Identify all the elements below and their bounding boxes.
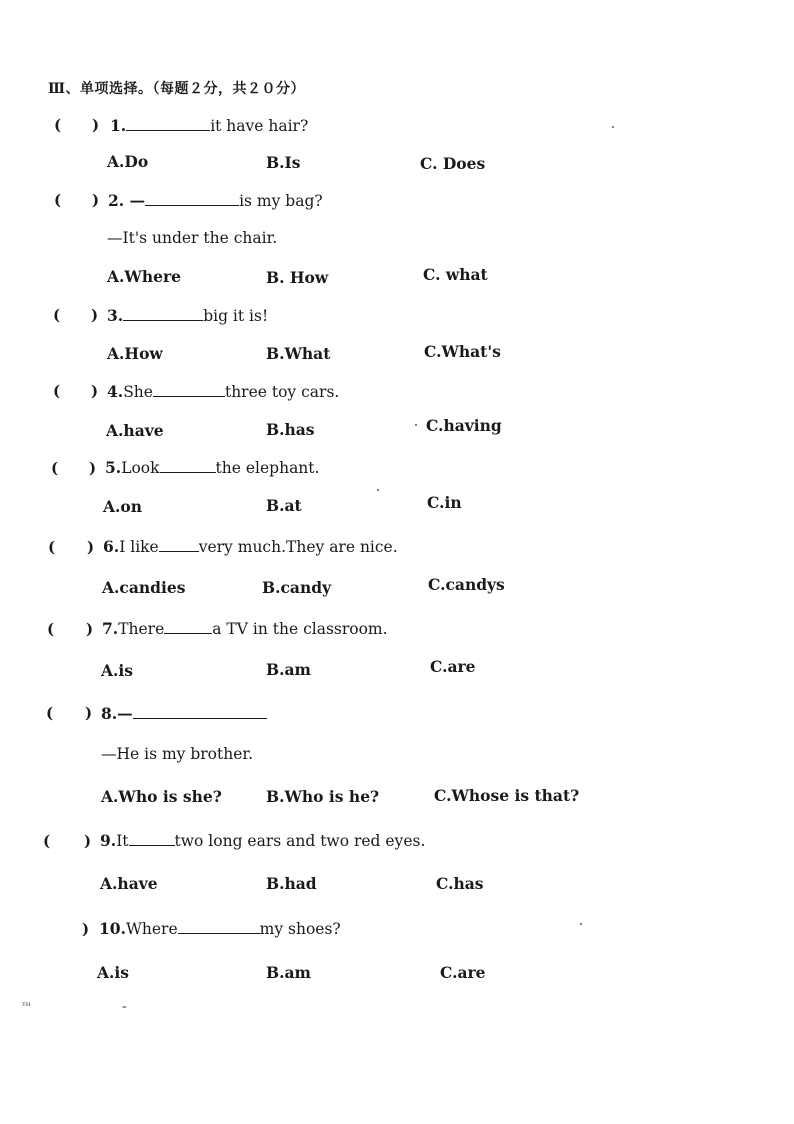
question-stem <box>100 831 425 850</box>
option-a: A.Do <box>107 152 149 171</box>
answer-paren-close: ) <box>91 382 99 400</box>
question-stem <box>99 919 341 938</box>
option-b: B.candy <box>262 578 332 597</box>
question-stem <box>107 382 339 401</box>
option-c: C.in <box>427 493 462 512</box>
answer-blank <box>123 306 203 321</box>
option-c: C. Does <box>420 154 486 173</box>
stem-pre: I like <box>119 538 159 556</box>
answer-paren-close: ) <box>84 832 92 850</box>
answer-paren-open: ( <box>47 620 55 638</box>
stem-post: it have hair? <box>210 117 309 135</box>
question-stem <box>105 458 319 477</box>
scan-speck <box>612 126 614 128</box>
answer-blank <box>164 619 212 634</box>
answer-blank <box>126 116 210 131</box>
answer-blank <box>160 458 216 473</box>
option-c: C. what <box>423 265 488 284</box>
option-a: A.have <box>100 874 158 893</box>
option-a: A.have <box>106 421 164 440</box>
answer-paren-close: ) <box>87 538 95 556</box>
scan-speck <box>580 923 582 925</box>
stem-post: two long ears and two red eyes. <box>174 832 426 850</box>
option-c: C.Whose is that? <box>434 786 580 805</box>
option-b: B.Is <box>266 153 301 172</box>
question-stem <box>108 191 323 210</box>
question-stem <box>110 116 308 135</box>
option-c: C.having <box>426 416 502 435</box>
answer-paren-open: ( <box>51 459 59 477</box>
question-number: 6. <box>103 537 120 556</box>
scan-speck <box>415 424 417 426</box>
option-c: C.candys <box>428 575 505 594</box>
stem-post: the elephant. <box>215 459 320 477</box>
stem-pre: There <box>118 620 165 638</box>
stem-pre: She <box>123 383 153 401</box>
question-number: 9. <box>100 831 117 850</box>
scan-mark: ᵀᴴ <box>22 1002 31 1012</box>
answer-paren-open: ( <box>46 704 54 722</box>
stem-post: my shoes? <box>259 920 341 938</box>
answer-blank <box>133 704 267 719</box>
answer-paren-open: ( <box>48 538 56 556</box>
answer-paren-close: ) <box>91 306 99 324</box>
question-number: 7. <box>102 619 119 638</box>
option-a: A.candies <box>102 578 186 597</box>
answer-paren-open: ( <box>54 191 62 209</box>
question-stem <box>102 619 388 638</box>
stem-pre: Where <box>125 920 178 938</box>
answer-paren-open: ( <box>43 832 51 850</box>
option-b: B.at <box>266 496 302 515</box>
question-number: 8.— <box>101 704 133 723</box>
answer-blank <box>153 382 225 397</box>
question-number: 10. <box>99 919 126 938</box>
dialog-response: —It's under the chair. <box>107 229 278 247</box>
answer-blank <box>129 831 175 846</box>
answer-blank <box>178 919 260 934</box>
option-b: B.had <box>266 874 317 893</box>
stem-pre: Look <box>121 459 160 477</box>
answer-paren-close: ) <box>92 116 100 134</box>
question-number: 4. <box>107 382 124 401</box>
question-stem <box>103 537 398 556</box>
section-title: Ⅲ、单项选择。（每题２分，共２０分） <box>48 81 306 97</box>
answer-paren-close: ) <box>92 191 100 209</box>
stem-post: a TV in the classroom. <box>212 620 388 638</box>
scan-speck <box>377 489 379 491</box>
option-b: B.Who is he? <box>266 787 380 806</box>
answer-paren-close: ) <box>89 459 97 477</box>
option-c: C.has <box>436 874 484 893</box>
option-c: C.What's <box>424 342 501 361</box>
answer-paren-close: ) <box>86 620 94 638</box>
option-c: C.are <box>430 657 476 676</box>
option-a: A.on <box>103 497 143 516</box>
question-number: 5. <box>105 458 122 477</box>
question-number: 2. — <box>108 191 146 210</box>
stem-pre: It <box>116 832 129 850</box>
stem-post: three toy cars. <box>224 383 340 401</box>
answer-paren-close: ) <box>82 920 90 938</box>
option-b: B.has <box>266 420 315 439</box>
option-b: B. How <box>266 268 329 287</box>
option-c: C.are <box>440 963 486 982</box>
answer-blank <box>159 537 199 552</box>
question-number: 3. <box>107 306 124 325</box>
option-a: A.Where <box>107 267 181 286</box>
answer-paren-open: ( <box>53 382 61 400</box>
option-a: A.How <box>107 344 163 363</box>
answer-blank <box>145 191 239 206</box>
option-b: B.am <box>266 660 311 679</box>
question-number: 1. <box>110 116 127 135</box>
answer-paren-close: ) <box>85 704 93 722</box>
scan-mark: ⁼ <box>122 1004 127 1014</box>
option-b: B.What <box>266 344 331 363</box>
option-a: A.is <box>101 661 134 680</box>
option-b: B.am <box>266 963 311 982</box>
stem-post: big it is! <box>203 307 269 325</box>
stem-post: very much.They are nice. <box>198 538 398 556</box>
answer-paren-open: ( <box>54 116 62 134</box>
dialog-response: —He is my brother. <box>101 745 254 763</box>
answer-paren-open: ( <box>53 306 61 324</box>
option-a: A.Who is she? <box>101 787 222 806</box>
question-stem <box>101 704 267 723</box>
question-stem <box>107 306 268 325</box>
option-a: A.is <box>97 963 130 982</box>
stem-post: is my bag? <box>239 192 323 210</box>
